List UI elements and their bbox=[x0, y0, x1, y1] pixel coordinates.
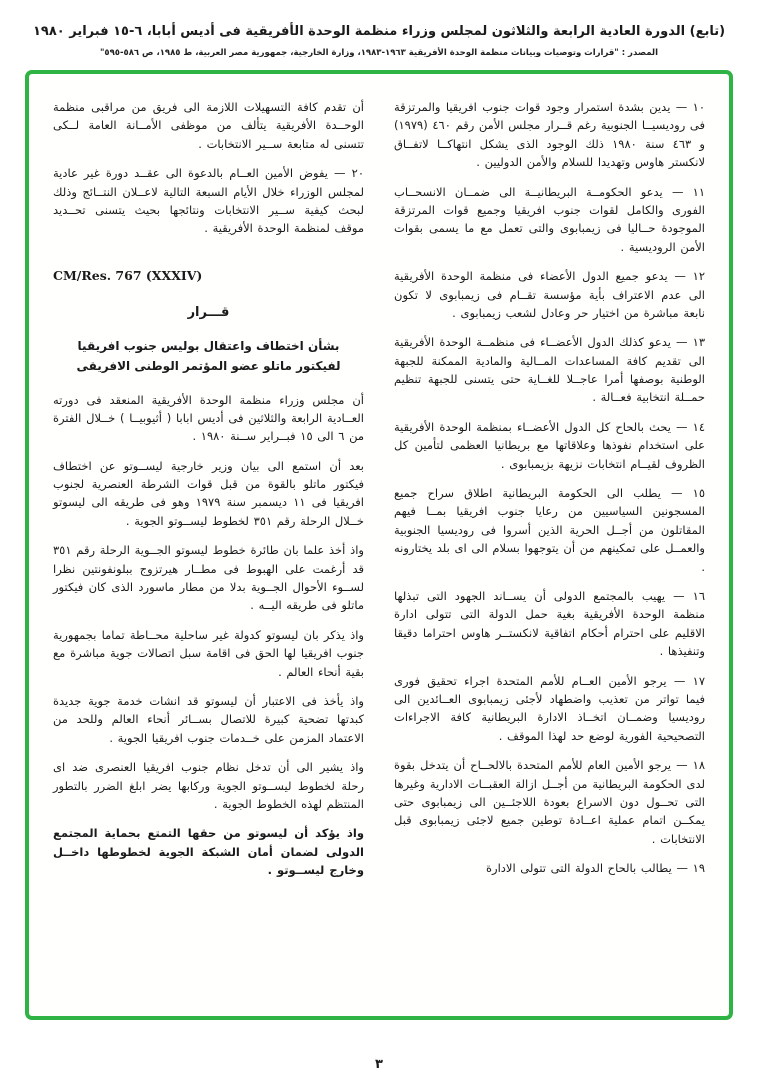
resolution-clause-14: ١٤ — يحث بالحاح كل الدول الأعضــاء بمنظمة الوحدة الأفريقية على استخدام نفوذها وعلاقاتها مع بريطانيا العظمى لتأمين كل الظروف لقيــام انتخابات نزيهة بزيمبابوى . bbox=[394, 419, 705, 471]
resolution-clause-11: ١١ — يدعو الحكومــة البريطانيــة الى ضمــان الانسحــاب الفورى والكامل لقوات جنوب افريقيا وجميع قوات المرتزقة الموجودة حــاليا فى زيمبابوى والتى تعمل مع ما يسمى بقوات الأمن الروديسية . bbox=[394, 184, 705, 254]
resolution-clause-17: ١٧ — يرجو الأمين العــام للأمم المتحدة اجراء تحقيق فورى فيما تواتر من تعذيب واضطهاد لأجئى زيمبابوى العــائدين الى روديسيا وضمــان اتخــاذ الادارة البريطانية كافة الاجراءات التصحيحية الفورية لوضع حد لهذا الموقف . bbox=[394, 673, 705, 743]
resolution-clause-19: ١٩ — يطالب بالحاح الدولة التى تتولى الادارة bbox=[485, 861, 705, 876]
content-frame bbox=[25, 70, 733, 1020]
resolution-clause-20: ٢٠ — يفوض الأمين العــام بالدعوة الى عقــد دورة غير عادية لمجلس الوزراء خلال الأيام السبعة التالية لاعــلان النتــائج وذلك لبحث كيفية ســير الانتخابات ونتائجها بحيث يتسنى تحــديد موقف لمنظمة الوحدة الأفريقية . bbox=[53, 166, 364, 236]
resolution-subtitle-line2: لفيكتور ماتلو عضو المؤتمر الوطنى الافريقى bbox=[76, 359, 341, 374]
preamble-affirming-protection: واذ يؤكد أن ليسوتو من حقها التمتع بحماية المجتمع الدولى لضمان أمان الشبكة الجوية لخطوطها داخــل وخارج ليســوتو . bbox=[53, 826, 364, 878]
resolution-clause-16: ١٦ — يهيب بالمجتمع الدولى أن يســاند الجهود التى تبذلها منظمة الوحدة الأفريقية بغية حمل الدولة التى تتولى ادارة الاقليم على احترام أحكام اتفاقية لانكستــر هاوس احتراما دقيقا وتنفيذها . bbox=[394, 588, 705, 659]
preamble-considering-airline: واذ يأخذ فى الاعتبار أن ليسوتو قد انشات خدمة جوية جديدة كبدتها تضحية كبيرة للاتصال بســائر أنحاء العالم وللحد من الاعتماد المزمن على خــدمات جنوب افريقيا الجوية . bbox=[53, 693, 364, 745]
resolution-clause-15: ١٥ — يطلب الى الحكومة البريطانية اطلاق سراح جميع المسجونين السياسيين من رعايا جنوب افريقيا بمــا فيهم المقاتلون من أجــل الحرية الذين أسروا فى روديسيا الجنوبية والعمــل على تمكينهم من أن يتوجهوا بسلام الى اى بلد يختارونه . bbox=[394, 486, 705, 574]
page-number: ٣ bbox=[375, 1057, 383, 1072]
resolution-clause-13: ١٣ — يدعو كذلك الدول الأعضــاء فى منظمــة الوحدة الأفريقية الى تقديم كافة المساعدات المــالية والمادية الممكنة للجبهة الوطنية بوصفها أمرا عاجــلا للغــاية حتى يتسنى للجبهة تنظيم حمــلة انتخابية فعــالة . bbox=[394, 335, 705, 405]
two-column-layout bbox=[53, 98, 705, 1000]
resolution-clause-12: ١٢ — يدعو جميع الدول الأعضاء فى منظمة الوحدة الأفريقية الى عدم الاعتراف بأية مؤسسة تقــام فى زيمبابوى لا تكون نابعة مباشرة من اختيار حر وعادل لشعب زيمبابوى . bbox=[394, 269, 705, 320]
resolution-clause-18: ١٨ — يرجو الأمين العام للأمم المتحدة بالالحــاح أن يتدخل بقوة لدى الحكومة البريطانية من أجــل ازالة العقبــات الادارية وغيرها التى تحــول دون الاسراع بعودة اللاجئــين الى زيمبابوى حتى يمكــن اتمام عملية اعــادة توطين جميع لاجئى زيمبابوى قبل الانتخابات . bbox=[394, 758, 705, 846]
resolution-title: قـــرار bbox=[187, 304, 230, 320]
header-source-citation: المصدر : "قرارات وتوصيات وبيانات منظمة الوحدة الأفريقية ١٩٦٣-١٩٨٣، وزارة الخارجية، جمهورية مصر العربية، ط ١٩٨٥، ص ٥٨٦-٥٩٥" bbox=[99, 48, 659, 58]
resolution-subtitle bbox=[53, 336, 364, 377]
preamble-noting-flight: واذ أخذ علما بان طائرة خطوط ليسوتو الجــوية الرحلة رقم ٣٥١ قد أرغمت على الهبوط فى مطــار هيرتزوج ببلونفونتين نظرا لســوء الأحوال الجــوية بدلا من مطار ماسورد الذى كان فيكتور ماتلو فى طريقه اليــه . bbox=[53, 543, 364, 613]
resolution-clause-10: ١٠ — يدين بشدة استمرار وجود قوات جنوب افريقيا والمرتزقة فى روديسيــا الجنوبية رغم قــرار مجلس الأمن رقم ٤٦٠ (١٩٧٩) و ٤٦٣ سنة ١٩٨٠ ذلك الوجود الذى يشكل انتهاكــا لاتفــاق لانكستر هاوس وتهديدا للسلام والأمن الدوليين . bbox=[394, 100, 705, 170]
preamble-recalling-landlocked: واذ يذكر بان ليسوتو كدولة غير ساحلية محــاطة تماما بجمهورية جنوب افريقيا لها الحق فى اقامة سبل اتصالات جوية مباشرة مع بقية أنحاء العالم . bbox=[53, 627, 364, 679]
preamble-pointing-interference: واذ يشير الى أن تدخل نظام جنوب افريقيا العنصرى ضد اى رحلة لخطوط ليســوتو الجوية وركابها يضر ابلغ الضرر بالتطور المنتظم لهذه الخطوط الجوية . bbox=[53, 760, 364, 811]
document-header bbox=[0, 0, 758, 58]
column-right bbox=[394, 98, 705, 1000]
resolution-reference-number: CM/Res. 767 (XXXIV) bbox=[53, 267, 203, 283]
preamble-having-heard: بعد أن استمع الى بيان وزير خارجية ليســوتو عن اختطاف فيكتور ماتلو بالقوة من قبل قوات الشرطة العنصرية لجنوب افريقيا فى ١١ ديسمبر سنة ١٩٧٩ وهو فى طريقه الى ليسوتو خــلال الرحلة رقم ٣٥١ لخطوط ليســوتو الجوية . bbox=[53, 458, 364, 528]
clause-19-continuation: أن تقدم كافة التسهيلات اللازمة الى فريق من مراقبى منظمة الوحــدة الأفريقية يتألف من موظفى الأمــانة العامة لــكى تتسنى له متابعة ســير الانتخابات . bbox=[53, 100, 364, 151]
resolution-subtitle-line1: بشأن اختطاف واعتقال بوليس جنوب افريقيا bbox=[77, 338, 340, 353]
column-left bbox=[53, 98, 364, 1000]
preamble-council-session: أن مجلس وزراء منظمة الوحدة الأفريقية المنعقد فى دورته العــادية الرابعة والثلاثين فى أديس ابابا ( أثيوبيــا ) خــلال الفترة من ٦ الى ١٥ فبــراير ســنة ١٩٨٠ . bbox=[53, 392, 364, 444]
header-session-title: (تابع) الدورة العادية الرابعة والثلاثون لمجلس وزراء منظمة الوحدة الأفريقية فى أديس أبابا، ٦-١٥ فبراير ١٩٨٠ bbox=[32, 24, 726, 39]
